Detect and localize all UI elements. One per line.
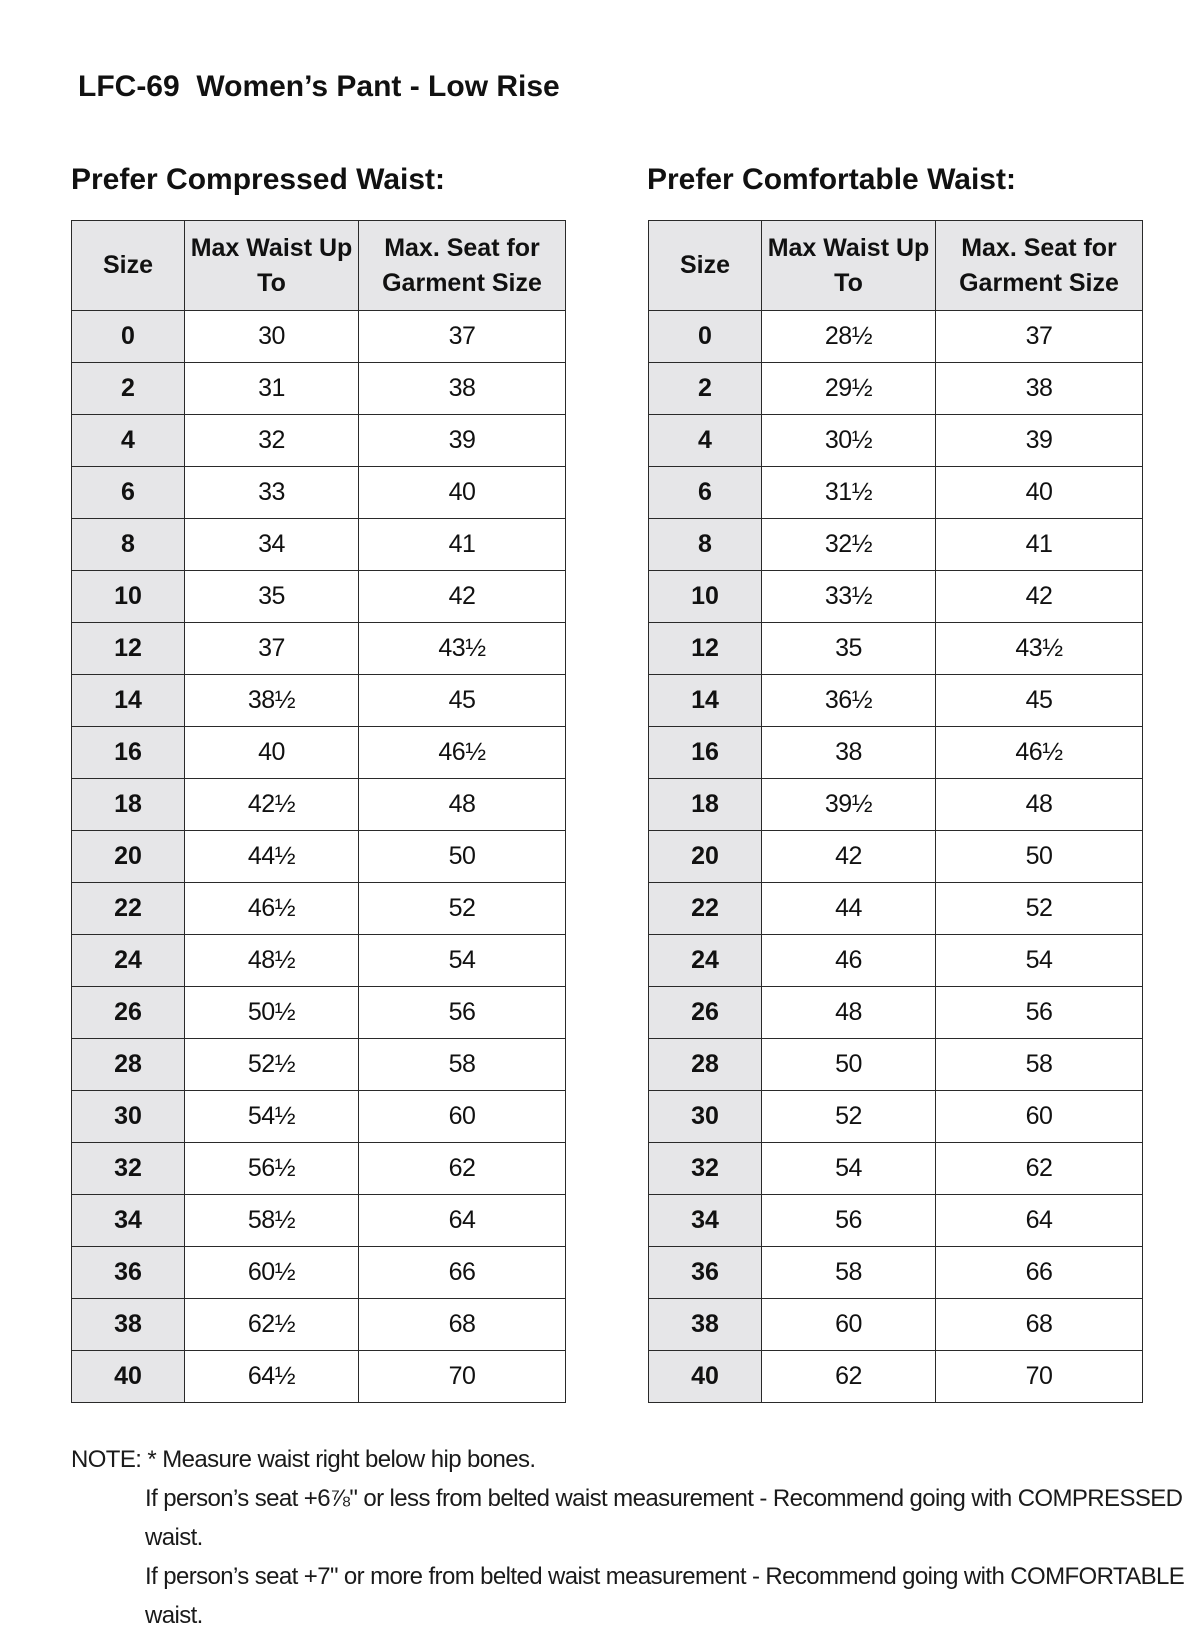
max-seat-cell: 39 [936, 415, 1143, 467]
max-seat-cell: 42 [936, 571, 1143, 623]
size-cell: 36 [649, 1247, 762, 1299]
size-cell: 32 [649, 1143, 762, 1195]
size-cell: 34 [72, 1195, 185, 1247]
max-seat-cell: 60 [936, 1091, 1143, 1143]
max-seat-cell: 50 [936, 831, 1143, 883]
table-row [649, 415, 1143, 467]
size-cell: 0 [72, 311, 185, 363]
table-header-row [72, 221, 566, 311]
size-cell: 30 [72, 1091, 185, 1143]
size-cell: 8 [72, 519, 185, 571]
max-waist-cell: 39½ [762, 779, 936, 831]
max-seat-cell: 70 [936, 1351, 1143, 1403]
max-seat-column-header: Max. Seat for Garment Size [359, 221, 566, 311]
max-seat-cell: 62 [936, 1143, 1143, 1195]
max-waist-cell: 44 [762, 883, 936, 935]
size-cell: 12 [649, 623, 762, 675]
size-cell: 8 [649, 519, 762, 571]
max-waist-cell: 36½ [762, 675, 936, 727]
table-row [649, 883, 1143, 935]
max-seat-cell: 37 [936, 311, 1143, 363]
max-waist-cell: 32½ [762, 519, 936, 571]
max-seat-cell: 68 [359, 1299, 566, 1351]
size-cell: 26 [649, 987, 762, 1039]
max-waist-cell: 52 [762, 1091, 936, 1143]
max-seat-cell: 43½ [936, 623, 1143, 675]
table-row [649, 363, 1143, 415]
table-row [649, 1091, 1143, 1143]
size-cell: 16 [72, 727, 185, 779]
size-cell: 40 [649, 1351, 762, 1403]
size-cell: 2 [649, 363, 762, 415]
size-cell: 32 [72, 1143, 185, 1195]
table-row [649, 1299, 1143, 1351]
table-row [649, 1195, 1143, 1247]
table-row [649, 1247, 1143, 1299]
table-row [649, 467, 1143, 519]
table-row [649, 311, 1143, 363]
page-title: LFC-69 Women’s Pant - Low Rise [78, 70, 560, 103]
max-waist-cell: 33½ [762, 571, 936, 623]
max-waist-cell: 56½ [185, 1143, 359, 1195]
size-cell: 12 [72, 623, 185, 675]
table-row [72, 779, 566, 831]
size-cell: 28 [72, 1039, 185, 1091]
max-waist-cell: 54 [762, 1143, 936, 1195]
table-row [72, 519, 566, 571]
max-waist-cell: 48½ [185, 935, 359, 987]
table-row [649, 935, 1143, 987]
max-seat-cell: 68 [936, 1299, 1143, 1351]
max-waist-cell: 46 [762, 935, 936, 987]
comfortable-size-table [648, 220, 1143, 1403]
max-seat-cell: 54 [936, 935, 1143, 987]
max-seat-cell: 64 [936, 1195, 1143, 1247]
size-cell: 40 [72, 1351, 185, 1403]
comfortable-waist-title: Prefer Comfortable Waist: [647, 163, 1016, 196]
size-cell: 10 [72, 571, 185, 623]
table-row [649, 623, 1143, 675]
table-row [72, 363, 566, 415]
max-waist-cell: 58 [762, 1247, 936, 1299]
table-row [72, 1091, 566, 1143]
table-row [72, 1143, 566, 1195]
max-waist-cell: 50 [762, 1039, 936, 1091]
max-waist-cell: 40 [185, 727, 359, 779]
note-line: If person’s seat +7" or more from belted waist measurement - Recommend going with COMFORTABLE waist. [145, 1563, 1185, 1629]
size-cell: 0 [649, 311, 762, 363]
max-seat-cell: 50 [359, 831, 566, 883]
compressed-size-table [71, 220, 566, 1403]
max-waist-cell: 62 [762, 1351, 936, 1403]
max-waist-cell: 33 [185, 467, 359, 519]
max-waist-cell: 28½ [762, 311, 936, 363]
max-waist-cell: 31 [185, 363, 359, 415]
max-seat-cell: 58 [359, 1039, 566, 1091]
max-seat-cell: 64 [359, 1195, 566, 1247]
size-cell: 38 [72, 1299, 185, 1351]
max-seat-cell: 56 [359, 987, 566, 1039]
max-waist-cell: 44½ [185, 831, 359, 883]
max-seat-cell: 39 [359, 415, 566, 467]
table-row [649, 987, 1143, 1039]
size-cell: 20 [649, 831, 762, 883]
table-row [649, 727, 1143, 779]
table-row [72, 675, 566, 727]
table-row [72, 1247, 566, 1299]
max-waist-cell: 52½ [185, 1039, 359, 1091]
size-cell: 24 [649, 935, 762, 987]
max-seat-cell: 38 [936, 363, 1143, 415]
max-waist-cell: 42½ [185, 779, 359, 831]
max-waist-cell: 35 [185, 571, 359, 623]
table-header-row [649, 221, 1143, 311]
max-waist-cell: 30 [185, 311, 359, 363]
note-line: If person’s seat +6⅞" or less from belted waist measurement - Recommend going with COMPRESSED waist. [145, 1485, 1183, 1551]
table-row [72, 727, 566, 779]
max-seat-cell: 70 [359, 1351, 566, 1403]
max-waist-column-header: Max Waist Up To [185, 221, 359, 311]
size-cell: 20 [72, 831, 185, 883]
max-seat-cell: 54 [359, 935, 566, 987]
max-seat-cell: 62 [359, 1143, 566, 1195]
size-cell: 2 [72, 363, 185, 415]
size-cell: 16 [649, 727, 762, 779]
max-waist-cell: 29½ [762, 363, 936, 415]
max-waist-cell: 31½ [762, 467, 936, 519]
size-cell: 22 [649, 883, 762, 935]
table-row [72, 467, 566, 519]
max-waist-cell: 34 [185, 519, 359, 571]
max-seat-cell: 45 [936, 675, 1143, 727]
max-waist-cell: 38 [762, 727, 936, 779]
max-waist-cell: 30½ [762, 415, 936, 467]
table-row [72, 415, 566, 467]
max-seat-cell: 46½ [359, 727, 566, 779]
size-cell: 4 [649, 415, 762, 467]
measurement-note [71, 1440, 1200, 1635]
max-seat-cell: 43½ [359, 623, 566, 675]
table-row [72, 623, 566, 675]
max-waist-cell: 54½ [185, 1091, 359, 1143]
size-cell: 30 [649, 1091, 762, 1143]
max-waist-cell: 62½ [185, 1299, 359, 1351]
table-row [72, 1195, 566, 1247]
max-waist-cell: 37 [185, 623, 359, 675]
size-cell: 14 [72, 675, 185, 727]
table-row [72, 1351, 566, 1403]
table-row [72, 1299, 566, 1351]
max-seat-cell: 52 [359, 883, 566, 935]
max-waist-cell: 60½ [185, 1247, 359, 1299]
max-waist-cell: 32 [185, 415, 359, 467]
table-row [649, 1351, 1143, 1403]
max-waist-cell: 60 [762, 1299, 936, 1351]
table-row [72, 311, 566, 363]
size-cell: 4 [72, 415, 185, 467]
max-waist-cell: 48 [762, 987, 936, 1039]
note-line: NOTE: * Measure waist right below hip bones. [71, 1446, 536, 1473]
max-waist-cell: 42 [762, 831, 936, 883]
table-row [72, 935, 566, 987]
max-waist-cell: 38½ [185, 675, 359, 727]
max-waist-column-header: Max Waist Up To [762, 221, 936, 311]
max-seat-cell: 52 [936, 883, 1143, 935]
table-row [649, 779, 1143, 831]
max-waist-cell: 58½ [185, 1195, 359, 1247]
table-row [72, 571, 566, 623]
size-cell: 18 [72, 779, 185, 831]
size-cell: 6 [649, 467, 762, 519]
max-seat-cell: 37 [359, 311, 566, 363]
max-seat-cell: 40 [359, 467, 566, 519]
max-seat-cell: 66 [936, 1247, 1143, 1299]
max-seat-cell: 46½ [936, 727, 1143, 779]
size-cell: 28 [649, 1039, 762, 1091]
size-cell: 34 [649, 1195, 762, 1247]
table-row [649, 675, 1143, 727]
table-row [72, 1039, 566, 1091]
max-waist-cell: 56 [762, 1195, 936, 1247]
size-cell: 22 [72, 883, 185, 935]
max-seat-column-header: Max. Seat for Garment Size [936, 221, 1143, 311]
table-row [649, 1143, 1143, 1195]
max-seat-cell: 41 [359, 519, 566, 571]
table-row [649, 571, 1143, 623]
max-seat-cell: 48 [359, 779, 566, 831]
max-seat-cell: 58 [936, 1039, 1143, 1091]
size-cell: 6 [72, 467, 185, 519]
max-seat-cell: 56 [936, 987, 1143, 1039]
size-cell: 38 [649, 1299, 762, 1351]
max-seat-cell: 66 [359, 1247, 566, 1299]
table-row [72, 883, 566, 935]
table-row [649, 831, 1143, 883]
max-seat-cell: 38 [359, 363, 566, 415]
size-cell: 18 [649, 779, 762, 831]
size-cell: 36 [72, 1247, 185, 1299]
size-cell: 14 [649, 675, 762, 727]
max-waist-cell: 46½ [185, 883, 359, 935]
max-seat-cell: 42 [359, 571, 566, 623]
max-seat-cell: 40 [936, 467, 1143, 519]
table-row [72, 831, 566, 883]
max-seat-cell: 45 [359, 675, 566, 727]
size-cell: 24 [72, 935, 185, 987]
size-column-header: Size [72, 221, 185, 311]
size-cell: 10 [649, 571, 762, 623]
size-cell: 26 [72, 987, 185, 1039]
max-seat-cell: 41 [936, 519, 1143, 571]
compressed-waist-title: Prefer Compressed Waist: [71, 163, 446, 196]
table-row [649, 519, 1143, 571]
max-waist-cell: 64½ [185, 1351, 359, 1403]
max-waist-cell: 50½ [185, 987, 359, 1039]
max-seat-cell: 48 [936, 779, 1143, 831]
max-waist-cell: 35 [762, 623, 936, 675]
table-row [72, 987, 566, 1039]
max-seat-cell: 60 [359, 1091, 566, 1143]
table-row [649, 1039, 1143, 1091]
size-column-header: Size [649, 221, 762, 311]
